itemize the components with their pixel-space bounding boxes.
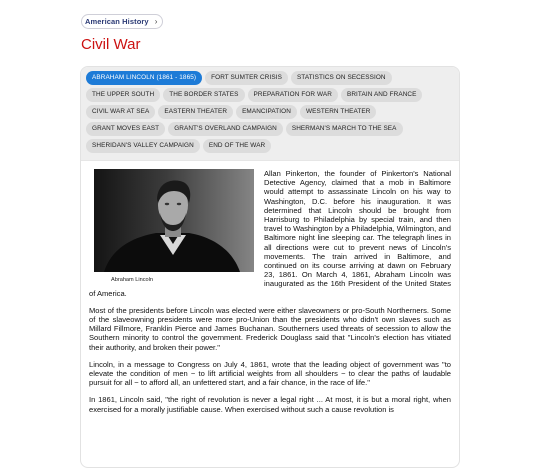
tab-the-upper-south[interactable]: THE UPPER SOUTH [86,88,160,102]
tab-civil-war-at-sea[interactable]: CIVIL WAR AT SEA [86,105,155,119]
tab-sherman-s-march-to-the-sea[interactable]: SHERMAN'S MARCH TO THE SEA [286,122,403,136]
tab-grant-moves-east[interactable]: GRANT MOVES EAST [86,122,165,136]
breadcrumb-label[interactable]: American History [85,17,149,26]
article-body [81,161,459,414]
portrait-illustration [94,169,254,272]
paragraph-3: Lincoln, in a message to Congress on July 4, 1861, wrote that the leading object of government was "to elevate the condition of men − to lift artificial weights from all shoulders − to clear the paths of laudable pursuit for all − to afford all, an unfettered start, and a fair chance, in the race of life." [89,359,451,388]
content-card [80,66,460,468]
tab-emancipation[interactable]: EMANCIPATION [236,105,297,119]
tab-abraham-lincoln-1861-1865[interactable]: ABRAHAM LINCOLN (1861 - 1865) [86,71,202,85]
chevron-right-icon: › [154,17,158,26]
tab-britain-and-france[interactable]: BRITAIN AND FRANCE [341,88,423,102]
tab-preparation-for-war[interactable]: PREPARATION FOR WAR [248,88,338,102]
tab-the-border-states[interactable]: THE BORDER STATES [163,88,244,102]
portrait-caption: Abraham Lincoln [111,277,153,283]
lincoln-portrait-image [94,169,254,272]
page-title: Civil War [81,36,141,53]
tab-sheridan-s-valley-campaign[interactable]: SHERIDAN'S VALLEY CAMPAIGN [86,139,200,153]
paragraph-1: Allan Pinkerton, the founder of Pinkerton's National Detective Agency, claimed that a mob in Baltimore would attempt to assassinate Lincoln on his way to Washington, D.C. before his inauguration. It was determined that Lincoln should be brought from Harrisburg to Philadelphia by special train, and then travel to Washington by a Philadelphia, Wilmington, and Baltimore night line sleeping car. The telegraph lines in all directions were cut to prevent news of Lincoln's movements. The train arrived in Baltimore, and continued on its course arriving at dawn on February 23, 1861. On March 4, 1861, Abraham Lincoln was inaugurated as the 16th President of the United States of America. [89,169,451,298]
portrait-figure [94,169,254,285]
tab-eastern-theater[interactable]: EASTERN THEATER [158,105,233,119]
tab-fort-sumter-crisis[interactable]: FORT SUMTER CRISIS [205,71,288,85]
breadcrumb[interactable] [81,14,163,29]
paragraph-4: In 1861, Lincoln said, "the right of revolution is never a legal right ... At most, it is but a moral right, when exercised for a morally justifiable cause. When exercised without such a cause revolution is [89,395,451,414]
tab-list [86,71,454,153]
tab-grant-s-overland-campaign[interactable]: GRANT'S OVERLAND CAMPAIGN [168,122,283,136]
tab-statistics-on-secession[interactable]: STATISTICS ON SECESSION [291,71,392,85]
tab-bar [81,67,459,161]
tab-western-theater[interactable]: WESTERN THEATER [300,105,376,119]
tab-end-of-the-war[interactable]: END OF THE WAR [203,139,271,153]
paragraph-2: Most of the presidents before Lincoln was elected were either slaveowners or pro-South Northerners. Some of the slaveowning presidents were more pro-Union than the presidents who didn't own slaves such as Millard Fillmore, Franklin Pierce and James Buchanan. Southerners used threats of secession to allow the Southern minority to control the government. Frederick Douglass said that "Lincoln's election has vitiated their authority, and broken their power." [89,305,451,352]
